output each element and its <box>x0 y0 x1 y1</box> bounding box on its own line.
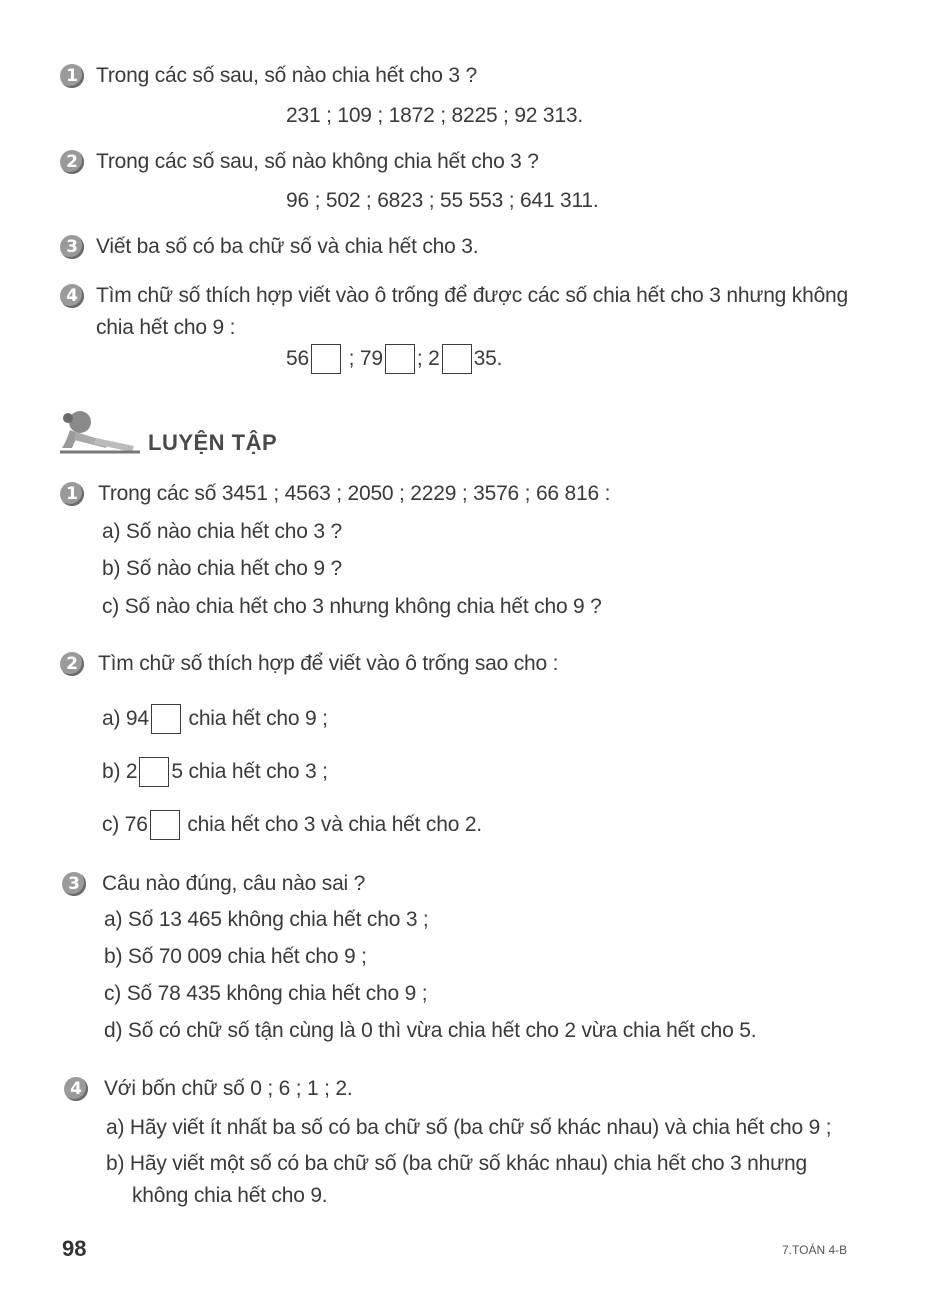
practice-1-a: a) Số nào chia hết cho 3 ? <box>102 520 342 543</box>
blank-prefix: c) 76 <box>102 813 148 836</box>
answer-box[interactable] <box>442 344 472 374</box>
exercise-2-text: Trong các số sau, số nào không chia hết cho 3 ? <box>96 150 539 173</box>
blank-prefix: b) 2 <box>102 760 138 783</box>
answer-box[interactable] <box>139 757 169 787</box>
separator: ; 2 <box>416 347 440 370</box>
practice-2-text: Tìm chữ số thích hợp để viết vào ô trống sao cho : <box>98 652 559 675</box>
separator: ; <box>348 347 355 370</box>
practice-4-a: a) Hãy viết ít nhất ba số có ba chữ số (ba chữ số khác nhau) và chia hết cho 9 ; <box>106 1116 832 1139</box>
exercise-number-badge: 2 <box>60 652 84 676</box>
exercise-number-badge: 4 <box>60 284 84 308</box>
practice-2-c <box>102 808 482 842</box>
section-title: LUYỆN TẬP <box>148 430 278 455</box>
practice-3-a: a) Số 13 465 không chia hết cho 3 ; <box>104 908 429 931</box>
blank-suffix: chia hết cho 9 ; <box>188 707 328 730</box>
blank-suffix: 5 chia hết cho 3 ; <box>171 760 328 783</box>
exercise-1-text: Trong các số sau, số nào chia hết cho 3 ? <box>96 64 477 87</box>
practice-4-b-line1: b) Hãy viết một số có ba chữ số (ba chữ số khác nhau) chia hết cho 3 nhưng <box>106 1152 807 1175</box>
practice-1-text: Trong các số 3451 ; 4563 ; 2050 ; 2229 ; 3576 ; 66 816 : <box>98 482 611 505</box>
blank-prefix: 79 <box>359 347 383 370</box>
practice-3-b: b) Số 70 009 chia hết cho 9 ; <box>104 945 367 968</box>
page-number: 98 <box>62 1236 87 1261</box>
exercise-4-text-line1: Tìm chữ số thích hợp viết vào ô trống để được các số chia hết cho 3 nhưng không <box>96 284 849 307</box>
blank-suffix: 35. <box>473 347 503 370</box>
practice-3-d: d) Số có chữ số tận cùng là 0 thì vừa chia hết cho 2 vừa chia hết cho 5. <box>104 1019 757 1042</box>
answer-box[interactable] <box>150 810 180 840</box>
practice-1-b: b) Số nào chia hết cho 9 ? <box>102 557 342 580</box>
book-code: 7.TOÁN 4-B <box>782 1243 848 1257</box>
practice-2-b <box>102 755 328 789</box>
practice-1-c: c) Số nào chia hết cho 3 nhưng không chia hết cho 9 ? <box>102 595 602 618</box>
exercise-number-badge: 3 <box>62 872 86 896</box>
answer-box[interactable] <box>385 344 415 374</box>
girl-reading-illustration-icon <box>56 408 142 458</box>
exercise-4-text-line2: chia hết cho 9 : <box>96 316 236 339</box>
practice-4-b-line2: không chia hết cho 9. <box>132 1184 328 1207</box>
exercise-1-numbers: 231 ; 109 ; 1872 ; 8225 ; 92 313. <box>286 104 583 127</box>
exercise-number-badge: 1 <box>60 482 84 506</box>
practice-4-text: Với bốn chữ số 0 ; 6 ; 1 ; 2. <box>104 1077 353 1100</box>
exercise-number-badge: 1 <box>60 64 84 88</box>
exercise-4-blanks <box>286 342 502 376</box>
practice-2-a <box>102 702 328 736</box>
blank-prefix: a) 94 <box>102 707 149 730</box>
blank-prefix: 56 <box>286 347 309 370</box>
exercise-number-badge: 3 <box>60 235 84 259</box>
exercise-number-badge: 4 <box>64 1077 88 1101</box>
exercise-3-text: Viết ba số có ba chữ số và chia hết cho 3. <box>96 235 479 258</box>
answer-box[interactable] <box>151 704 181 734</box>
exercise-2-numbers: 96 ; 502 ; 6823 ; 55 553 ; 641 311. <box>286 189 599 212</box>
practice-3-c: c) Số 78 435 không chia hết cho 9 ; <box>104 982 428 1005</box>
blank-suffix: chia hết cho 3 và chia hết cho 2. <box>187 813 482 836</box>
exercise-number-badge: 2 <box>60 150 84 174</box>
practice-3-text: Câu nào đúng, câu nào sai ? <box>102 872 366 895</box>
answer-box[interactable] <box>311 344 341 374</box>
